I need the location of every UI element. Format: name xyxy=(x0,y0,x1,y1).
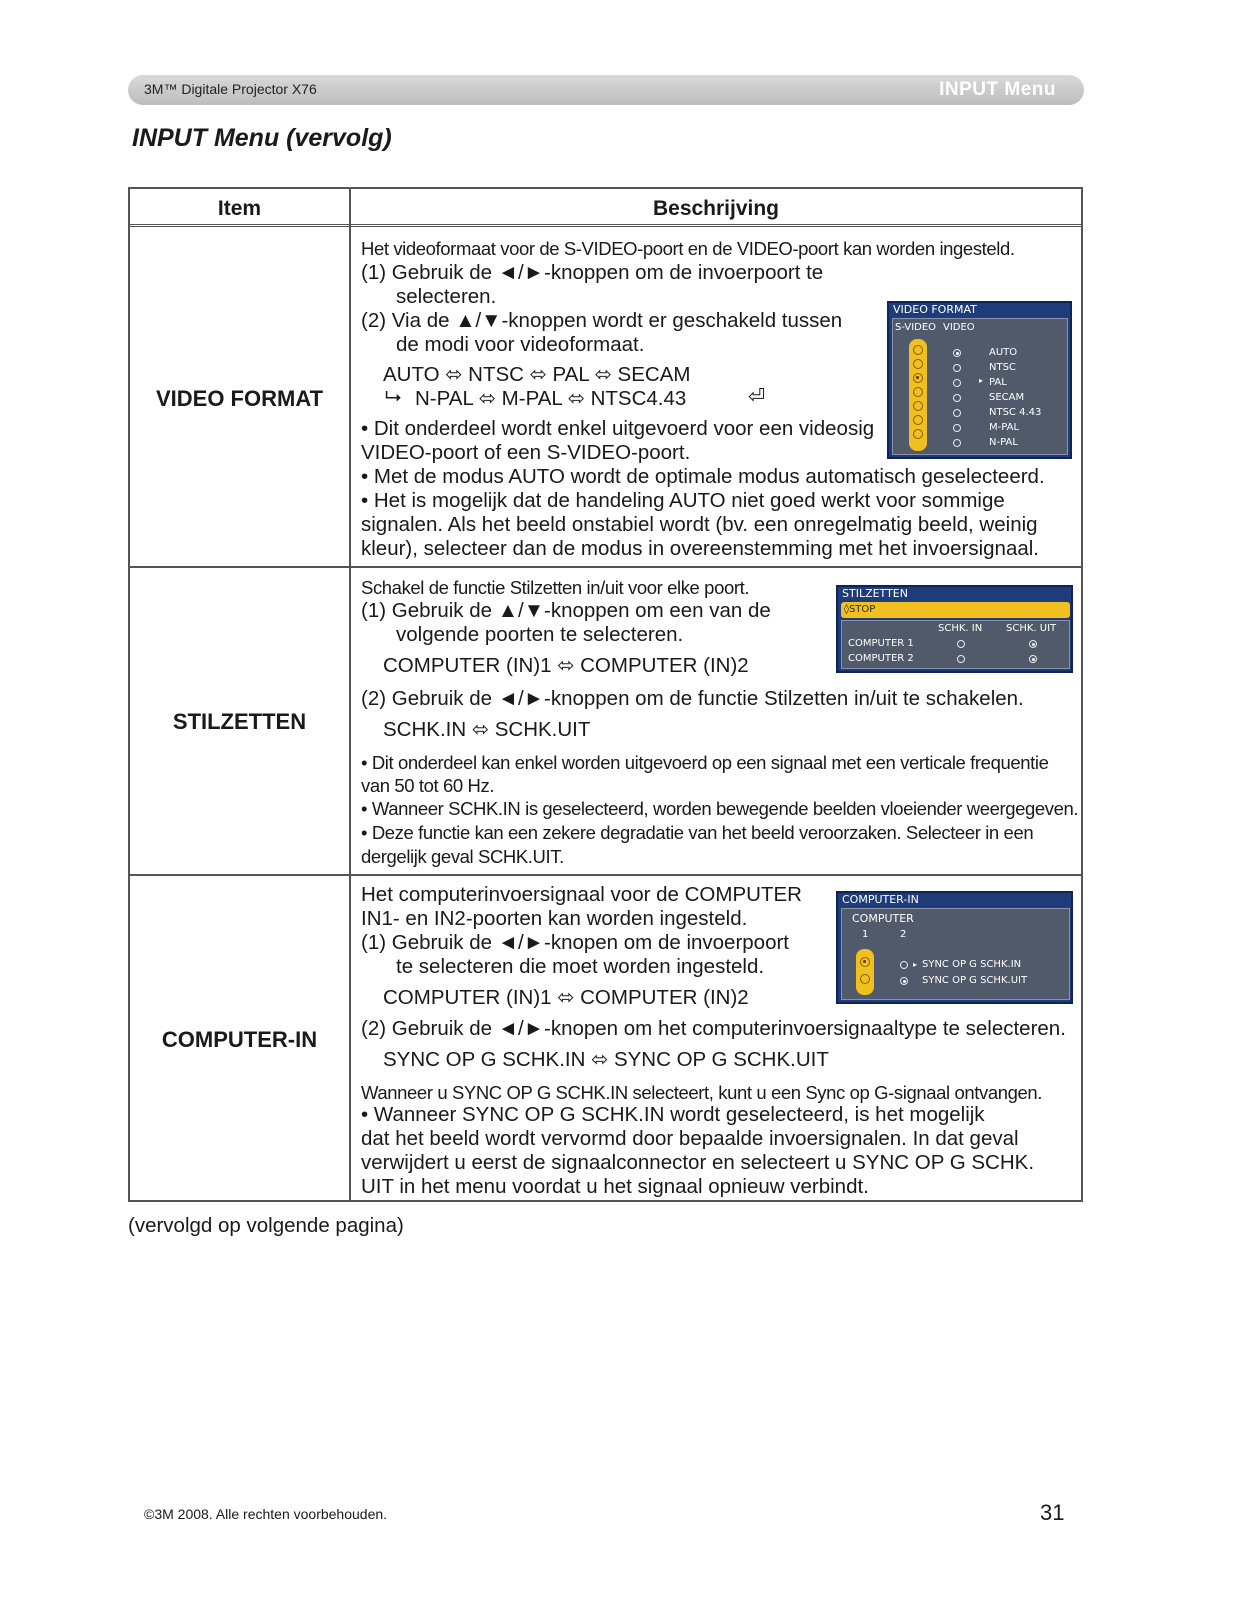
option-sequence: SYNC OP G SCHK.IN ⬄ SYNC OP G SCHK.UIT xyxy=(383,1048,829,1071)
description-line: te selecteren die moet worden ingesteld. xyxy=(396,955,765,978)
description-line: kleur), selecteer dan de modus in overeenstemming met het invoersignaal. xyxy=(361,537,1039,560)
description-line: Het computerinvoersignaal voor de COMPUTER xyxy=(361,883,802,906)
video-format-menu-screenshot xyxy=(887,301,1072,459)
mode-sequence: AUTO ⬄ NTSC ⬄ PAL ⬄ SECAM xyxy=(383,363,691,386)
radio-button xyxy=(957,640,965,648)
loop-start-arrow-icon: ⮡ xyxy=(385,385,402,408)
option-sequence: SCHK.IN ⬄ SCHK.UIT xyxy=(383,718,591,741)
description-line: UIT in het menu voordat u het signaal opnieuw verbindt. xyxy=(361,1175,869,1198)
menu-option: NTSC 4.43 xyxy=(989,407,1042,418)
radio-button xyxy=(953,364,961,372)
description-line: Schakel de functie Stilzetten in/uit voor elke poort. xyxy=(361,577,750,598)
menu-title: COMPUTER-IN xyxy=(842,893,919,906)
item-video-format: VIDEO FORMAT xyxy=(155,386,324,411)
menu-panel xyxy=(892,318,1068,455)
description-line: Wanneer u SYNC OP G SCHK.IN selecteert, kunt u een Sync op G-signaal ontvangen. xyxy=(361,1082,1043,1103)
stop-bar xyxy=(841,602,1070,618)
stop-label: ◊STOP xyxy=(844,604,876,615)
selected-port-column xyxy=(909,339,927,451)
description-line: dat het beeld wordt vervormd door bepaalde invoersignalen. In dat geval xyxy=(361,1127,1019,1150)
menu-column: SCHK. UIT xyxy=(1006,623,1057,634)
clipped-line xyxy=(361,417,891,443)
description-line: • Dit onderdeel wordt enkel uitgevoerd voor een videosig xyxy=(361,417,875,440)
description-line: IN1- en IN2-poorten kan worden ingesteld. xyxy=(361,907,748,930)
menu-column: 1 xyxy=(862,929,869,940)
radio-button xyxy=(1029,655,1037,663)
description-line: (2) Gebruik de ◄/►-knopen om het computerinvoersignaaltype te selecteren. xyxy=(361,1017,1066,1040)
radio-button xyxy=(953,394,961,402)
menu-option: NTSC xyxy=(989,362,1016,373)
radio-button xyxy=(1029,640,1037,648)
radio-button xyxy=(953,349,961,357)
menu-title: STILZETTEN xyxy=(842,587,908,600)
column-divider xyxy=(349,189,351,1200)
description-line: • Wanneer SCHK.IN is geselecteerd, worden bewegende beelden vloeiender weergegeven. xyxy=(361,798,1079,819)
pointer-icon: ▸ xyxy=(913,960,918,969)
column-header-item: Item xyxy=(217,197,262,220)
loop-end-arrow-icon: ⏎ xyxy=(748,385,766,408)
menu-option: M-PAL xyxy=(989,422,1020,433)
menu-option: SYNC OP G SCHK.UIT xyxy=(922,975,1028,986)
mode-sequence: N-PAL ⬄ M-PAL ⬄ NTSC4.43 xyxy=(415,387,687,410)
header-bar xyxy=(128,75,1084,105)
description-line: (1) Gebruik de ◄/►-knopen om de invoerpoort xyxy=(361,931,790,954)
description-line: • Het is mogelijk dat de handeling AUTO niet goed werkt voor sommige xyxy=(361,489,1005,512)
radio-button xyxy=(953,424,961,432)
port-sequence: COMPUTER (IN)1 ⬄ COMPUTER (IN)2 xyxy=(383,986,749,1009)
computer-in-menu-screenshot xyxy=(836,891,1073,1004)
page-number: 31 xyxy=(1040,1500,1065,1525)
radio-button xyxy=(953,409,961,417)
description-line: VIDEO-poort of een S-VIDEO-poort. xyxy=(361,441,691,464)
menu-option: SYNC OP G SCHK.IN xyxy=(922,959,1022,970)
menu-option: PAL xyxy=(989,377,1007,388)
item-computer-in: COMPUTER-IN xyxy=(161,1027,318,1052)
menu-row: COMPUTER 1 xyxy=(848,638,914,649)
menu-row: COMPUTER 2 xyxy=(848,653,914,664)
radio-button xyxy=(953,379,961,387)
description-line: dergelijk geval SCHK.UIT. xyxy=(361,846,564,867)
description-line: (2) Via de ▲/▼-knoppen wordt er geschakeld tussen xyxy=(361,309,843,332)
description-line: signalen. Als het beeld onstabiel wordt (bv. een onregelmatig beeld, weinig xyxy=(361,513,1038,536)
product-name: 3M™ Digitale Projector X76 xyxy=(144,81,317,97)
copyright: ©3M 2008. Alle rechten voorbehouden. xyxy=(144,1506,388,1522)
menu-column: VIDEO xyxy=(943,322,975,333)
port-sequence: COMPUTER (IN)1 ⬄ COMPUTER (IN)2 xyxy=(383,654,749,677)
description-line: Het videoformaat voor de S-VIDEO-poort en de VIDEO-poort kan worden ingesteld. xyxy=(361,238,1015,259)
description-line: de modi voor videoformaat. xyxy=(396,333,645,356)
radio-button xyxy=(900,961,908,969)
stilzetten-menu-screenshot xyxy=(836,585,1073,673)
column-header-description: Beschrijving xyxy=(652,197,780,220)
description-line: van 50 tot 60 Hz. xyxy=(361,775,495,796)
table-header xyxy=(130,189,1081,227)
menu-panel xyxy=(841,620,1070,669)
description-line: selecteren. xyxy=(396,285,497,308)
row-divider xyxy=(130,874,1081,876)
radio-button xyxy=(900,977,908,985)
description-line: • Deze functie kan een zekere degradatie van het beeld veroorzaken. Selecteer in een xyxy=(361,822,1034,843)
menu-label: COMPUTER xyxy=(852,912,914,925)
menu-option: N-PAL xyxy=(989,437,1018,448)
description-line: (1) Gebruik de ◄/►-knoppen om de invoerpoort te xyxy=(361,261,824,284)
pointer-icon: ▸ xyxy=(979,376,984,385)
menu-title: VIDEO FORMAT xyxy=(893,303,977,316)
menu-column: SCHK. IN xyxy=(938,623,983,634)
selected-port-column xyxy=(856,949,874,995)
page-title: INPUT Menu (vervolg) xyxy=(132,124,392,152)
description-line: • Met de modus AUTO wordt de optimale modus automatisch geselecteerd. xyxy=(361,465,1045,488)
description-line: volgende poorten te selecteren. xyxy=(396,623,684,646)
menu-column: S-VIDEO xyxy=(895,322,937,333)
menu-option: SECAM xyxy=(989,392,1025,403)
radio-button xyxy=(953,439,961,447)
description-line: verwijdert u eerst de signaalconnector en selecteert u SYNC OP G SCHK. xyxy=(361,1151,1035,1174)
description-line: • Wanneer SYNC OP G SCHK.IN wordt geselecteerd, is het mogelijk xyxy=(361,1103,985,1126)
menu-panel xyxy=(841,908,1070,1000)
menu-column: 2 xyxy=(900,929,907,940)
menu-option: AUTO xyxy=(989,347,1018,358)
description-line: (1) Gebruik de ▲/▼-knoppen om een van de xyxy=(361,599,771,622)
menu-table xyxy=(128,187,1083,1202)
description-line: • Dit onderdeel kan enkel worden uitgevoerd op een signaal met een verticale frequentie xyxy=(361,752,1049,773)
continued-note: (vervolgd op volgende pagina) xyxy=(128,1214,404,1237)
row-divider xyxy=(130,566,1081,568)
radio-button xyxy=(957,655,965,663)
item-stilzetten: STILZETTEN xyxy=(172,709,307,734)
section-name: INPUT Menu xyxy=(939,79,1056,100)
description-line: (2) Gebruik de ◄/►-knoppen om de functie Stilzetten in/uit te schakelen. xyxy=(361,687,1024,710)
